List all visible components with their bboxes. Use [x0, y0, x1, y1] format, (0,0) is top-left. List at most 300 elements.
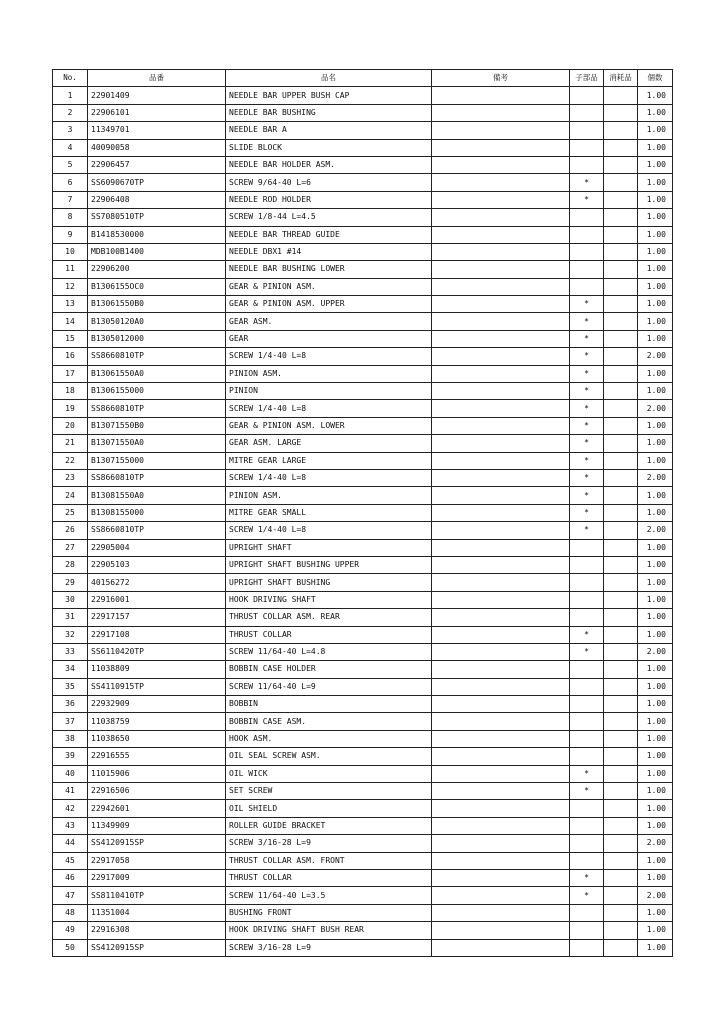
part-number-cell: B1306155OC0 [88, 278, 226, 295]
quantity-cell: 1.00 [638, 591, 673, 608]
quantity-cell: 1.00 [638, 504, 673, 521]
part-number-cell: B1307155000 [88, 452, 226, 469]
quantity-cell: 1.00 [638, 748, 673, 765]
consumable-cell [604, 504, 638, 521]
part-number-cell: B13081550A0 [88, 487, 226, 504]
part-number-cell: B13061550B0 [88, 296, 226, 313]
row-number: 28 [53, 556, 88, 573]
subpart-cell: * [570, 869, 604, 886]
consumable-cell [604, 261, 638, 278]
table-row [53, 452, 673, 469]
part-number-cell: B1308155000 [88, 504, 226, 521]
quantity-cell: 1.00 [638, 713, 673, 730]
row-number: 12 [53, 278, 88, 295]
part-number-cell: 11349701 [88, 122, 226, 139]
part-name-cell: NEEDLE BAR A [226, 122, 432, 139]
subpart-cell [570, 574, 604, 591]
consumable-cell [604, 400, 638, 417]
part-name-cell: NEEDLE BAR BUSHING LOWER [226, 261, 432, 278]
consumable-cell [604, 139, 638, 156]
part-name-cell: PINION ASM. [226, 487, 432, 504]
part-name-cell: PINION ASM. [226, 365, 432, 382]
consumable-cell [604, 417, 638, 434]
remarks-cell [432, 313, 570, 330]
subpart-cell [570, 661, 604, 678]
quantity-cell: 1.00 [638, 765, 673, 782]
part-name-cell: PINION [226, 383, 432, 400]
remarks-cell [432, 800, 570, 817]
table-row [53, 139, 673, 156]
part-number-cell: 22916555 [88, 748, 226, 765]
table-row [53, 626, 673, 643]
table-row [53, 765, 673, 782]
consumable-cell [604, 365, 638, 382]
row-number: 7 [53, 191, 88, 208]
remarks-cell [432, 591, 570, 608]
part-number-cell: 22906408 [88, 191, 226, 208]
subpart-cell [570, 713, 604, 730]
part-name-cell: OIL WICK [226, 765, 432, 782]
row-number: 42 [53, 800, 88, 817]
table-row [53, 156, 673, 173]
quantity-cell: 1.00 [638, 417, 673, 434]
subpart-cell [570, 852, 604, 869]
table-row [53, 122, 673, 139]
table-row [53, 226, 673, 243]
quantity-cell: 1.00 [638, 939, 673, 956]
part-name-cell: NEEDLE BAR BUSHING [226, 104, 432, 121]
row-number: 33 [53, 643, 88, 660]
quantity-cell: 1.00 [638, 696, 673, 713]
remarks-cell [432, 156, 570, 173]
consumable-cell [604, 191, 638, 208]
table-row [53, 609, 673, 626]
quantity-cell: 1.00 [638, 626, 673, 643]
quantity-cell: 1.00 [638, 904, 673, 921]
part-name-cell: NEEDLE BAR UPPER BUSH CAP [226, 87, 432, 104]
row-number: 43 [53, 817, 88, 834]
part-name-cell: MITRE GEAR LARGE [226, 452, 432, 469]
row-number: 14 [53, 313, 88, 330]
quantity-cell: 2.00 [638, 835, 673, 852]
consumable-cell [604, 869, 638, 886]
parts-list-sheet [52, 69, 673, 957]
consumable-cell [604, 348, 638, 365]
table-row [53, 261, 673, 278]
row-number: 30 [53, 591, 88, 608]
part-number-cell: SS8660810TP [88, 469, 226, 486]
consumable-cell [604, 469, 638, 486]
row-number: 5 [53, 156, 88, 173]
subpart-cell [570, 278, 604, 295]
quantity-cell: 1.00 [638, 330, 673, 347]
quantity-cell: 1.00 [638, 139, 673, 156]
table-row [53, 104, 673, 121]
consumable-cell [604, 87, 638, 104]
part-name-cell: HOOK DRIVING SHAFT [226, 591, 432, 608]
part-name-cell: SCREW 1/4-40 L=8 [226, 522, 432, 539]
table-row [53, 661, 673, 678]
header-no: No. [53, 70, 88, 87]
quantity-cell: 1.00 [638, 817, 673, 834]
part-name-cell: THRUST COLLAR [226, 869, 432, 886]
row-number: 34 [53, 661, 88, 678]
subpart-cell: * [570, 887, 604, 904]
part-name-cell: OIL SEAL SCREW ASM. [226, 748, 432, 765]
part-number-cell: B13061550A0 [88, 365, 226, 382]
remarks-cell [432, 261, 570, 278]
part-name-cell: NEEDLE DBX1 #14 [226, 243, 432, 260]
part-number-cell: 22906101 [88, 104, 226, 121]
row-number: 44 [53, 835, 88, 852]
subpart-cell: * [570, 365, 604, 382]
consumable-cell [604, 539, 638, 556]
table-row [53, 574, 673, 591]
header-remarks: 備考 [432, 70, 570, 87]
subpart-cell [570, 696, 604, 713]
part-name-cell: NEEDLE BAR HOLDER ASM. [226, 156, 432, 173]
row-number: 13 [53, 296, 88, 313]
remarks-cell [432, 209, 570, 226]
row-number: 8 [53, 209, 88, 226]
quantity-cell: 1.00 [638, 678, 673, 695]
consumable-cell [604, 939, 638, 956]
part-name-cell: UPRIGHT SHAFT BUSHING [226, 574, 432, 591]
table-row [53, 783, 673, 800]
part-number-cell: 22916506 [88, 783, 226, 800]
quantity-cell: 1.00 [638, 574, 673, 591]
table-row [53, 539, 673, 556]
remarks-cell [432, 556, 570, 573]
subpart-cell [570, 226, 604, 243]
quantity-cell: 2.00 [638, 887, 673, 904]
table-row [53, 469, 673, 486]
quantity-cell: 1.00 [638, 209, 673, 226]
part-name-cell: SCREW 1/8-44 L=4.5 [226, 209, 432, 226]
table-row [53, 817, 673, 834]
subpart-cell [570, 556, 604, 573]
subpart-cell [570, 539, 604, 556]
subpart-cell [570, 243, 604, 260]
header-part-number: 品番 [88, 70, 226, 87]
remarks-cell [432, 713, 570, 730]
remarks-cell [432, 191, 570, 208]
part-number-cell: 40090058 [88, 139, 226, 156]
row-number: 32 [53, 626, 88, 643]
part-name-cell: GEAR ASM. LARGE [226, 435, 432, 452]
part-name-cell: BUSHING FRONT [226, 904, 432, 921]
consumable-cell [604, 330, 638, 347]
part-name-cell: GEAR [226, 330, 432, 347]
table-row [53, 904, 673, 921]
subpart-cell [570, 800, 604, 817]
part-name-cell: NEEDLE BAR THREAD GUIDE [226, 226, 432, 243]
consumable-cell [604, 817, 638, 834]
table-row [53, 191, 673, 208]
table-row [53, 887, 673, 904]
remarks-cell [432, 139, 570, 156]
table-row [53, 348, 673, 365]
table-row [53, 330, 673, 347]
part-name-cell: SCREW 11/64-40 L=4.8 [226, 643, 432, 660]
quantity-cell: 2.00 [638, 643, 673, 660]
table-row [53, 383, 673, 400]
subpart-cell [570, 591, 604, 608]
part-number-cell: 40156272 [88, 574, 226, 591]
part-name-cell: THRUST COLLAR ASM. REAR [226, 609, 432, 626]
remarks-cell [432, 400, 570, 417]
table-row [53, 87, 673, 104]
remarks-cell [432, 852, 570, 869]
header-part-name: 品名 [226, 70, 432, 87]
part-name-cell: HOOK DRIVING SHAFT BUSH REAR [226, 922, 432, 939]
part-number-cell: SS6110420TP [88, 643, 226, 660]
subpart-cell: * [570, 296, 604, 313]
row-number: 21 [53, 435, 88, 452]
part-name-cell: GEAR & PINION ASM. UPPER [226, 296, 432, 313]
remarks-cell [432, 87, 570, 104]
remarks-cell [432, 330, 570, 347]
row-number: 40 [53, 765, 88, 782]
row-number: 47 [53, 887, 88, 904]
consumable-cell [604, 609, 638, 626]
remarks-cell [432, 887, 570, 904]
part-number-cell: 11038809 [88, 661, 226, 678]
part-number-cell: 11351004 [88, 904, 226, 921]
quantity-cell: 1.00 [638, 278, 673, 295]
remarks-cell [432, 730, 570, 747]
table-row [53, 400, 673, 417]
row-number: 9 [53, 226, 88, 243]
row-number: 22 [53, 452, 88, 469]
row-number: 29 [53, 574, 88, 591]
part-number-cell: B1305012000 [88, 330, 226, 347]
remarks-cell [432, 626, 570, 643]
subpart-cell: * [570, 765, 604, 782]
part-number-cell: SS8660810TP [88, 400, 226, 417]
subpart-cell: * [570, 400, 604, 417]
part-number-cell: SS4110915TP [88, 678, 226, 695]
part-number-cell: B1418530000 [88, 226, 226, 243]
part-number-cell: SS8660810TP [88, 522, 226, 539]
part-name-cell: SCREW 1/4-40 L=8 [226, 400, 432, 417]
subpart-cell: * [570, 417, 604, 434]
quantity-cell: 1.00 [638, 296, 673, 313]
table-row [53, 800, 673, 817]
consumable-cell [604, 574, 638, 591]
quantity-cell: 1.00 [638, 313, 673, 330]
remarks-cell [432, 487, 570, 504]
subpart-cell: * [570, 435, 604, 452]
quantity-cell: 1.00 [638, 104, 673, 121]
quantity-cell: 1.00 [638, 730, 673, 747]
consumable-cell [604, 209, 638, 226]
row-number: 20 [53, 417, 88, 434]
part-number-cell: 22906457 [88, 156, 226, 173]
row-number: 38 [53, 730, 88, 747]
header-quantity: 個数 [638, 70, 673, 87]
subpart-cell [570, 104, 604, 121]
consumable-cell [604, 783, 638, 800]
table-row [53, 713, 673, 730]
table-row [53, 365, 673, 382]
table-row [53, 643, 673, 660]
quantity-cell: 1.00 [638, 852, 673, 869]
subpart-cell: * [570, 626, 604, 643]
header-consumable: 消耗品 [604, 70, 638, 87]
remarks-cell [432, 226, 570, 243]
quantity-cell: 1.00 [638, 226, 673, 243]
subpart-cell: * [570, 469, 604, 486]
subpart-cell [570, 156, 604, 173]
subpart-cell [570, 904, 604, 921]
table-row [53, 209, 673, 226]
row-number: 18 [53, 383, 88, 400]
part-number-cell: 22917009 [88, 869, 226, 886]
consumable-cell [604, 852, 638, 869]
remarks-cell [432, 678, 570, 695]
part-name-cell: BOBBIN [226, 696, 432, 713]
part-number-cell: 22906200 [88, 261, 226, 278]
consumable-cell [604, 922, 638, 939]
subpart-cell: * [570, 783, 604, 800]
quantity-cell: 1.00 [638, 869, 673, 886]
quantity-cell: 1.00 [638, 556, 673, 573]
row-number: 37 [53, 713, 88, 730]
subpart-cell: * [570, 452, 604, 469]
subpart-cell [570, 748, 604, 765]
part-number-cell: 22905103 [88, 556, 226, 573]
subpart-cell: * [570, 383, 604, 400]
consumable-cell [604, 383, 638, 400]
row-number: 1 [53, 87, 88, 104]
row-number: 15 [53, 330, 88, 347]
subpart-cell [570, 678, 604, 695]
remarks-cell [432, 922, 570, 939]
row-number: 36 [53, 696, 88, 713]
consumable-cell [604, 278, 638, 295]
remarks-cell [432, 783, 570, 800]
quantity-cell: 1.00 [638, 174, 673, 191]
quantity-cell: 1.00 [638, 365, 673, 382]
consumable-cell [604, 156, 638, 173]
consumable-cell [604, 661, 638, 678]
table-body [53, 87, 673, 957]
part-number-cell: 22916001 [88, 591, 226, 608]
table-row [53, 296, 673, 313]
row-number: 39 [53, 748, 88, 765]
part-number-cell: SS8110410TP [88, 887, 226, 904]
row-number: 4 [53, 139, 88, 156]
remarks-cell [432, 383, 570, 400]
part-name-cell: MITRE GEAR SMALL [226, 504, 432, 521]
subpart-cell: * [570, 174, 604, 191]
quantity-cell: 1.00 [638, 609, 673, 626]
consumable-cell [604, 243, 638, 260]
row-number: 48 [53, 904, 88, 921]
consumable-cell [604, 643, 638, 660]
remarks-cell [432, 278, 570, 295]
remarks-cell [432, 348, 570, 365]
row-number: 35 [53, 678, 88, 695]
row-number: 11 [53, 261, 88, 278]
subpart-cell: * [570, 522, 604, 539]
parts-table [52, 69, 673, 957]
subpart-cell [570, 609, 604, 626]
remarks-cell [432, 643, 570, 660]
consumable-cell [604, 452, 638, 469]
remarks-cell [432, 122, 570, 139]
part-number-cell: 22932909 [88, 696, 226, 713]
part-name-cell: HOOK ASM. [226, 730, 432, 747]
table-row [53, 939, 673, 956]
part-name-cell: SCREW 3/16-28 L=9 [226, 939, 432, 956]
table-row [53, 504, 673, 521]
row-number: 41 [53, 783, 88, 800]
remarks-cell [432, 417, 570, 434]
consumable-cell [604, 800, 638, 817]
part-number-cell: SS4120915SP [88, 835, 226, 852]
quantity-cell: 1.00 [638, 156, 673, 173]
row-number: 49 [53, 922, 88, 939]
row-number: 27 [53, 539, 88, 556]
part-number-cell: SS6090670TP [88, 174, 226, 191]
part-name-cell: UPRIGHT SHAFT BUSHING UPPER [226, 556, 432, 573]
part-number-cell: 11038759 [88, 713, 226, 730]
consumable-cell [604, 748, 638, 765]
table-row [53, 678, 673, 695]
part-name-cell: GEAR & PINION ASM. LOWER [226, 417, 432, 434]
remarks-cell [432, 748, 570, 765]
part-name-cell: NEEDLE ROD HOLDER [226, 191, 432, 208]
table-row [53, 852, 673, 869]
quantity-cell: 1.00 [638, 452, 673, 469]
row-number: 45 [53, 852, 88, 869]
part-number-cell: 22942601 [88, 800, 226, 817]
quantity-cell: 2.00 [638, 348, 673, 365]
remarks-cell [432, 661, 570, 678]
part-name-cell: BOBBIN CASE HOLDER [226, 661, 432, 678]
remarks-cell [432, 365, 570, 382]
consumable-cell [604, 696, 638, 713]
remarks-cell [432, 869, 570, 886]
table-row [53, 748, 673, 765]
quantity-cell: 1.00 [638, 383, 673, 400]
remarks-cell [432, 574, 570, 591]
quantity-cell: 1.00 [638, 261, 673, 278]
subpart-cell: * [570, 313, 604, 330]
table-row [53, 556, 673, 573]
remarks-cell [432, 296, 570, 313]
remarks-cell [432, 452, 570, 469]
part-number-cell: 22917157 [88, 609, 226, 626]
row-number: 16 [53, 348, 88, 365]
quantity-cell: 2.00 [638, 400, 673, 417]
remarks-cell [432, 435, 570, 452]
table-row [53, 591, 673, 608]
subpart-cell [570, 817, 604, 834]
row-number: 19 [53, 400, 88, 417]
table-row [53, 313, 673, 330]
table-row [53, 869, 673, 886]
row-number: 10 [53, 243, 88, 260]
consumable-cell [604, 730, 638, 747]
consumable-cell [604, 904, 638, 921]
subpart-cell [570, 922, 604, 939]
part-number-cell: 22905004 [88, 539, 226, 556]
part-number-cell: MDB100B1400 [88, 243, 226, 260]
table-row [53, 435, 673, 452]
